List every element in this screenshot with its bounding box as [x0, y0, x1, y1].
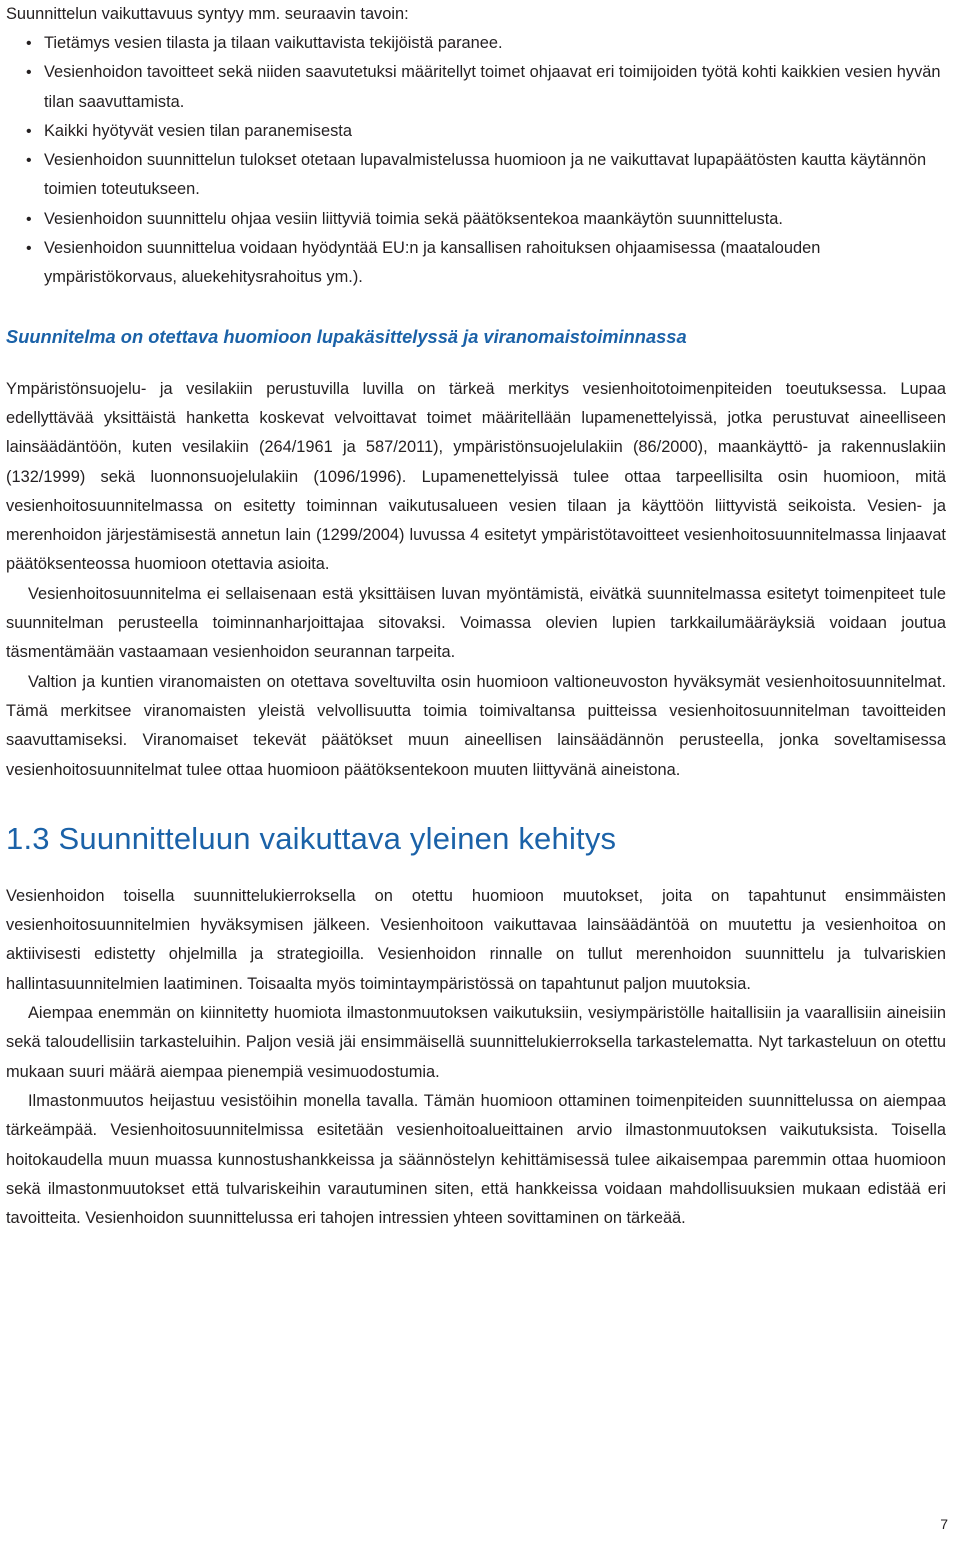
document-page	[6, 0, 946, 1233]
list-item	[6, 205, 946, 234]
bullet-text: Vesienhoidon suunnittelua voidaan hyödyntää EU:n ja kansallisen rahoituksen ohjaamisessa (maatalouden ympäristökorvaus, aluekehitysrahoitus ym.).	[44, 239, 821, 287]
list-item	[6, 29, 946, 58]
bullet-icon: •	[26, 122, 32, 140]
paragraph: Valtion ja kuntien viranomaisten on otettava soveltuvilta osin huomioon valtioneuvoston hyväksymät vesienhoitosuunnitelmat. Tämä merkitsee viranomaisten yleistä velvollisuutta toimia toimivaltansa puitteissa vesienhoitosuunnitelman tavoitteiden saavuttamiseksi. Viranomaiset tekevät päätökset muun aineellisen lainsäädännön perusteella, jonka soveltamisessa vesienhoitosuunnitelmat tulee ottaa huomioon päätöksentekoon muuten liittyvänä aineistona.	[6, 672, 946, 779]
intro-text: Suunnittelun vaikuttavuus syntyy mm. seuraavin tavoin:	[6, 5, 409, 23]
section-heading: 1.3 Suunnitteluun vaikuttava yleinen kehitys	[6, 820, 617, 856]
bullet-text: Vesienhoidon suunnittelun tulokset otetaan lupavalmistelussa huomioon ja ne vaikuttavat lupapäätösten kautta käytännön toimien toteutukseen.	[44, 151, 927, 199]
subheading: Suunnitelma on otettava huomioon lupakäsittelyssä ja viranomaistoiminnassa	[6, 325, 687, 347]
page-number: 7	[940, 1516, 948, 1532]
bullet-icon: •	[26, 64, 32, 82]
list-item	[6, 146, 946, 205]
bullet-icon: •	[26, 210, 32, 228]
bullet-text: Kaikki hyötyvät vesien tilan paranemisesta	[44, 121, 352, 140]
paragraph: Aiempaa enemmän on kiinnitetty huomiota ilmastonmuutoksen vaikutuksiin, vesiympäristölle haitallisiin ja vaarallisiin aineisiin sekä taloudellisiin tarkasteluihin. Paljon vesiä jäi ensimmäisellä suunnittelukierroksella tarkastelematta. Nyt tarkasteluun on otettu mukaan suuri määrä aiempaa pienempiä vesimuodostumia.	[6, 1004, 946, 1081]
list-item	[6, 234, 946, 293]
bullet-text: Vesienhoidon tavoitteet sekä niiden saavutetuksi määritellyt toimet ohjaavat eri toimijoiden työtä kohti kaikkien vesien hyvän tilan saavuttamista.	[44, 63, 941, 111]
bullet-text: Tietämys vesien tilasta ja tilaan vaikuttavista tekijöistä paranee.	[44, 34, 503, 52]
bullet-list	[6, 29, 946, 293]
paragraph: Vesienhoitosuunnitelma ei sellaisenaan estä yksittäisen luvan myöntämistä, eivätkä suunnitelmassa esitetyt toimenpiteet tule suunnitelman perusteella toiminnanharjoittajaa sitovaksi. Voimassa olevien lupien tarkkailumääräyksiä voidaan joutua täsmentämään vastaamaan vesienhoidon seurannan tarpeita.	[6, 584, 946, 662]
bullet-icon: •	[26, 240, 32, 258]
paragraph: Ympäristönsuojelu- ja vesilakiin perustuvilla luvilla on tärkeä merkitys vesienhoitotoimenpiteiden toeutuksessa. Lupaa edellyttävää yksittäistä hanketta koskevat velvoittavat toimet määritellään lupamenettelyissä, jotka perustuvat aineelliseen lainsäädäntöön, kuten vesilakiin (264/1961 ja 587/2011), ympäristönsuojelulakiin (86/2000), maankäyttö- ja rakennuslakiin (132/1999) sekä luonnonsuojelulakiin (1096/1996). Lupamenettelyissä tulee ottaa tarpeellisilta osin huomioon, mitä vesienhoitosuunnitelmassa on esitetty toiminnan vaikutusalueen vesien tilaan ja käyttöön liittyvistä seikoista. Vesien- ja merenhoidon järjestämisestä annetun lain (1299/2004) luvussa 4 esitetyt ympäristötavoitteet vesienhoitosuunnitelmassa linjaavat päätöksenteossa huomioon otettavia asioita.	[6, 379, 946, 574]
bullet-icon: •	[26, 152, 32, 170]
paragraph: Vesienhoidon toisella suunnittelukierroksella on otettu huomioon muutokset, joita on tapahtunut ensimmäisten vesienhoitosuunnitelmien hyväksymisen jälkeen. Vesienhoitoon vaikuttavaa lainsäädäntöä on muutettu ja vesienhoitoa on aktiivisesti edistetty ohjelmilla ja strategioilla. Vesienhoidon rinnalle on tullut merenhoidon suunnittelu ja tulvariskien hallintasuunnitelmien laatiminen. Toisaalta myös toimintaympäristössä on tapahtunut paljon muutoksia.	[6, 886, 946, 993]
bullet-text: Vesienhoidon suunnittelu ohjaa vesiin liittyviä toimia sekä päätöksentekoa maankäytön suunnittelusta.	[44, 209, 783, 228]
list-item	[6, 58, 946, 117]
list-item	[6, 117, 946, 146]
bullet-icon: •	[26, 35, 32, 52]
paragraph: Ilmastonmuutos heijastuu vesistöihin monella tavalla. Tämän huomioon ottaminen toimenpiteiden suunnittelussa on aiempaa tärkeämpää. Vesienhoitosuunnitelmissa esitetään vesienhoitoalueittainen arvio ilmastonmuutoksen vaikutuksista. Toisella hoitokaudella muun muassa kunnostushankkeissa ja säännöstelyn kehittämisessä tulee aikaisempaa paremmin ottaa huomioon sekä ilmastonmuutokset että tulvariskeihin varautuminen siten, että hankkeissa voidaan mahdollisuuksien mukaan edistää eri tavoitteita. Vesienhoidon suunnittelussa eri tahojen intressien yhteen sovittaminen on tärkeää.	[6, 1091, 946, 1228]
